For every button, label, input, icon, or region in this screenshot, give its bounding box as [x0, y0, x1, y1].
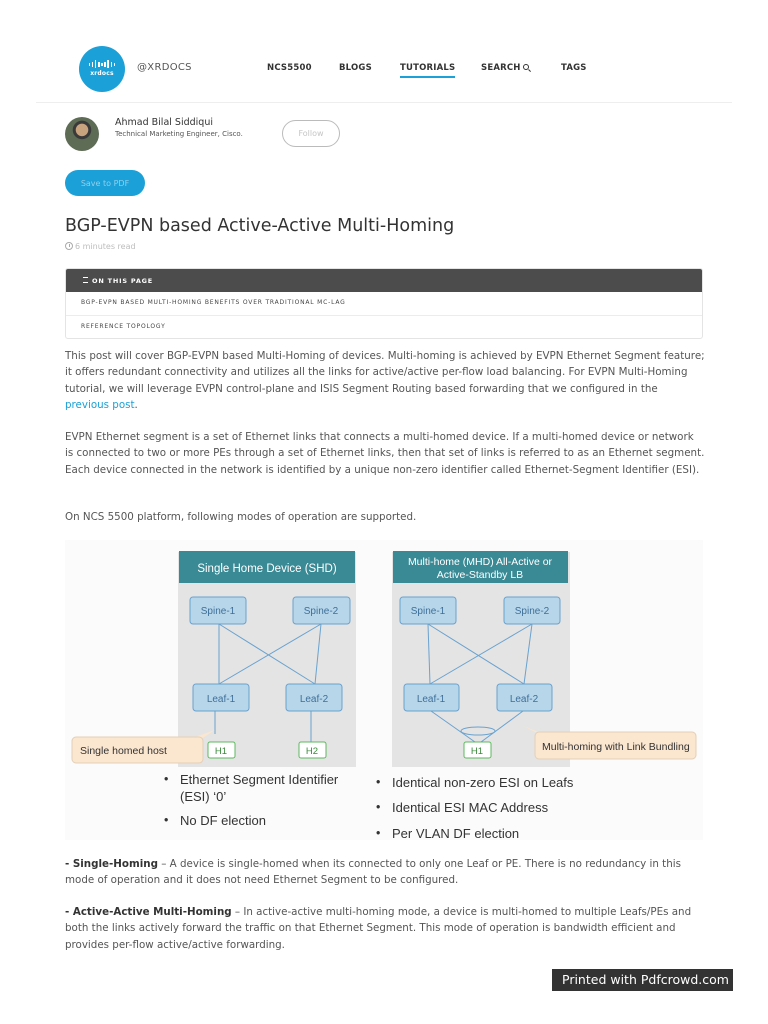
- author-title: Technical Marketing Engineer, Cisco.: [115, 130, 243, 138]
- paragraph-intro: [65, 348, 705, 413]
- paragraph-intro-end: .: [134, 398, 138, 411]
- left-bullet-1-line-1: Ethernet Segment Identifier: [180, 772, 339, 787]
- active-active-text: – In active-active multi-homing mode, a device is multi-homed to multiple Leafs/PEs and both the links actively forward the traffic on that Ethernet Segment. This mode of operation is bandwidth efficient and provides per-flow active/active forwarding.: [65, 906, 692, 951]
- active-active-term: - Active-Active Multi-Homing: [65, 906, 232, 918]
- nav-tutorials[interactable]: TUTORIALS: [400, 63, 456, 73]
- left-host-h2-label: H2: [305, 746, 319, 757]
- page-title: BGP-EVPN based Active-Active Multi-Homing: [65, 216, 455, 236]
- nav-search[interactable]: [481, 63, 529, 73]
- left-spine-1-label: Spine-1: [200, 606, 236, 617]
- follow-button[interactable]: Follow: [282, 120, 340, 147]
- right-bullet-2: Identical ESI MAC Address: [392, 800, 549, 815]
- right-bullet-dot-2: •: [376, 800, 381, 814]
- save-to-pdf-button[interactable]: Save to PDF: [65, 170, 145, 196]
- single-homing-text: – A device is single-homed when its connected to only one Leaf or PE. There is no redundancy in this mode of operation and it does not need Ethernet Segment to be configured.: [65, 858, 681, 887]
- right-bullet-dot-1: •: [376, 775, 381, 789]
- search-icon: [523, 64, 529, 70]
- toc-header: [66, 269, 702, 292]
- right-bullet-1: Identical non-zero ESI on Leafs: [392, 775, 574, 790]
- paragraph-active-active: [65, 904, 705, 953]
- right-spine-1-label: Spine-1: [410, 606, 446, 617]
- right-bullet-3: Per VLAN DF election: [392, 826, 520, 840]
- left-callout-text: Single homed host: [80, 745, 167, 757]
- right-callout-text: Multi-homing with Link Bundling: [542, 741, 690, 753]
- table-of-contents: [65, 268, 703, 339]
- left-leaf-1-label: Leaf-1: [206, 694, 236, 705]
- header-divider: [36, 102, 732, 103]
- xrdocs-logo[interactable]: [79, 46, 125, 92]
- paragraph-intro-text: This post will cover BGP-EVPN based Multi-Homing of devices. Multi-homing is achieved by EVPN Ethernet Segment feature; it offers redundant connectivity and utilizes all the links for active/active per-flow load balancing. For EVPN Multi-Homing tutorial, we will leverage EVPN control-plane and ISIS Segment Routing based forwarding that we configured in the: [65, 350, 705, 395]
- previous-post-link[interactable]: previous post: [65, 398, 135, 411]
- single-homing-term: - Single-Homing: [65, 858, 158, 870]
- right-leaf-2-label: Leaf-2: [509, 694, 539, 705]
- logo-text: xrdocs: [90, 70, 114, 77]
- right-leaf-1-label: Leaf-1: [416, 694, 446, 705]
- right-panel-title-line-1: Multi-home (MHD) All-Active or: [407, 556, 553, 568]
- left-spine-2-label: Spine-2: [303, 606, 339, 617]
- site-name[interactable]: @XRDOCS: [137, 62, 192, 73]
- left-panel-title: Single Home Device (SHD): [197, 563, 337, 575]
- left-leaf-2-label: Leaf-2: [299, 694, 329, 705]
- author-avatar: [65, 117, 99, 151]
- left-bullet-dot-2: •: [164, 813, 169, 827]
- left-bullet-1-line-2: (ESI) ‘0’: [180, 789, 227, 804]
- multihoming-diagram: [65, 540, 703, 840]
- left-bullet-dot-1: •: [164, 772, 169, 786]
- toc-heading: ON THIS PAGE: [92, 277, 154, 285]
- left-host-h1-label: H1: [214, 746, 228, 757]
- right-panel-title-line-2: Active-Standby LB: [436, 569, 524, 581]
- nav-tags[interactable]: TAGS: [561, 63, 587, 73]
- cisco-bars-icon: [89, 60, 115, 68]
- toc-item-mc-lag[interactable]: BGP-EVPN BASED MULTI-HOMING BENEFITS OVER TRADITIONAL MC-LAG: [66, 292, 702, 316]
- paragraph-modes: On NCS 5500 platform, following modes of operation are supported.: [65, 511, 417, 523]
- nav-blogs[interactable]: BLOGS: [339, 63, 372, 73]
- right-bullet-dot-3: •: [376, 826, 381, 840]
- nav-ncs5500[interactable]: NCS5500: [267, 63, 312, 73]
- author-name: Ahmad Bilal Siddiqui: [115, 117, 213, 128]
- nav-search-label: SEARCH: [481, 63, 521, 73]
- read-time: [65, 242, 136, 251]
- left-bullet-2: No DF election: [180, 813, 266, 828]
- paragraph-single-homing: [65, 856, 705, 889]
- paragraph-ethernet-segment: EVPN Ethernet segment is a set of Ethernet links that connects a multi-homed device. If a multi-homed device or network is connected to two or more PEs through a set of Ethernet links, then that set of links is referred to as an Ethernet segment. Each device connected in the network is identified by a unique non-zero identifier called Ethernet-Segment Identifier (ESI).: [65, 431, 705, 476]
- toc-item-reference-topology[interactable]: REFERENCE TOPOLOGY: [81, 323, 166, 330]
- clock-icon: [65, 242, 73, 250]
- read-time-text: 6 minutes read: [75, 242, 136, 251]
- right-spine-2-label: Spine-2: [514, 606, 550, 617]
- pdfcrowd-badge[interactable]: Printed with Pdfcrowd.com: [552, 969, 733, 991]
- right-host-h1-label: H1: [470, 746, 484, 757]
- list-icon: [83, 277, 88, 283]
